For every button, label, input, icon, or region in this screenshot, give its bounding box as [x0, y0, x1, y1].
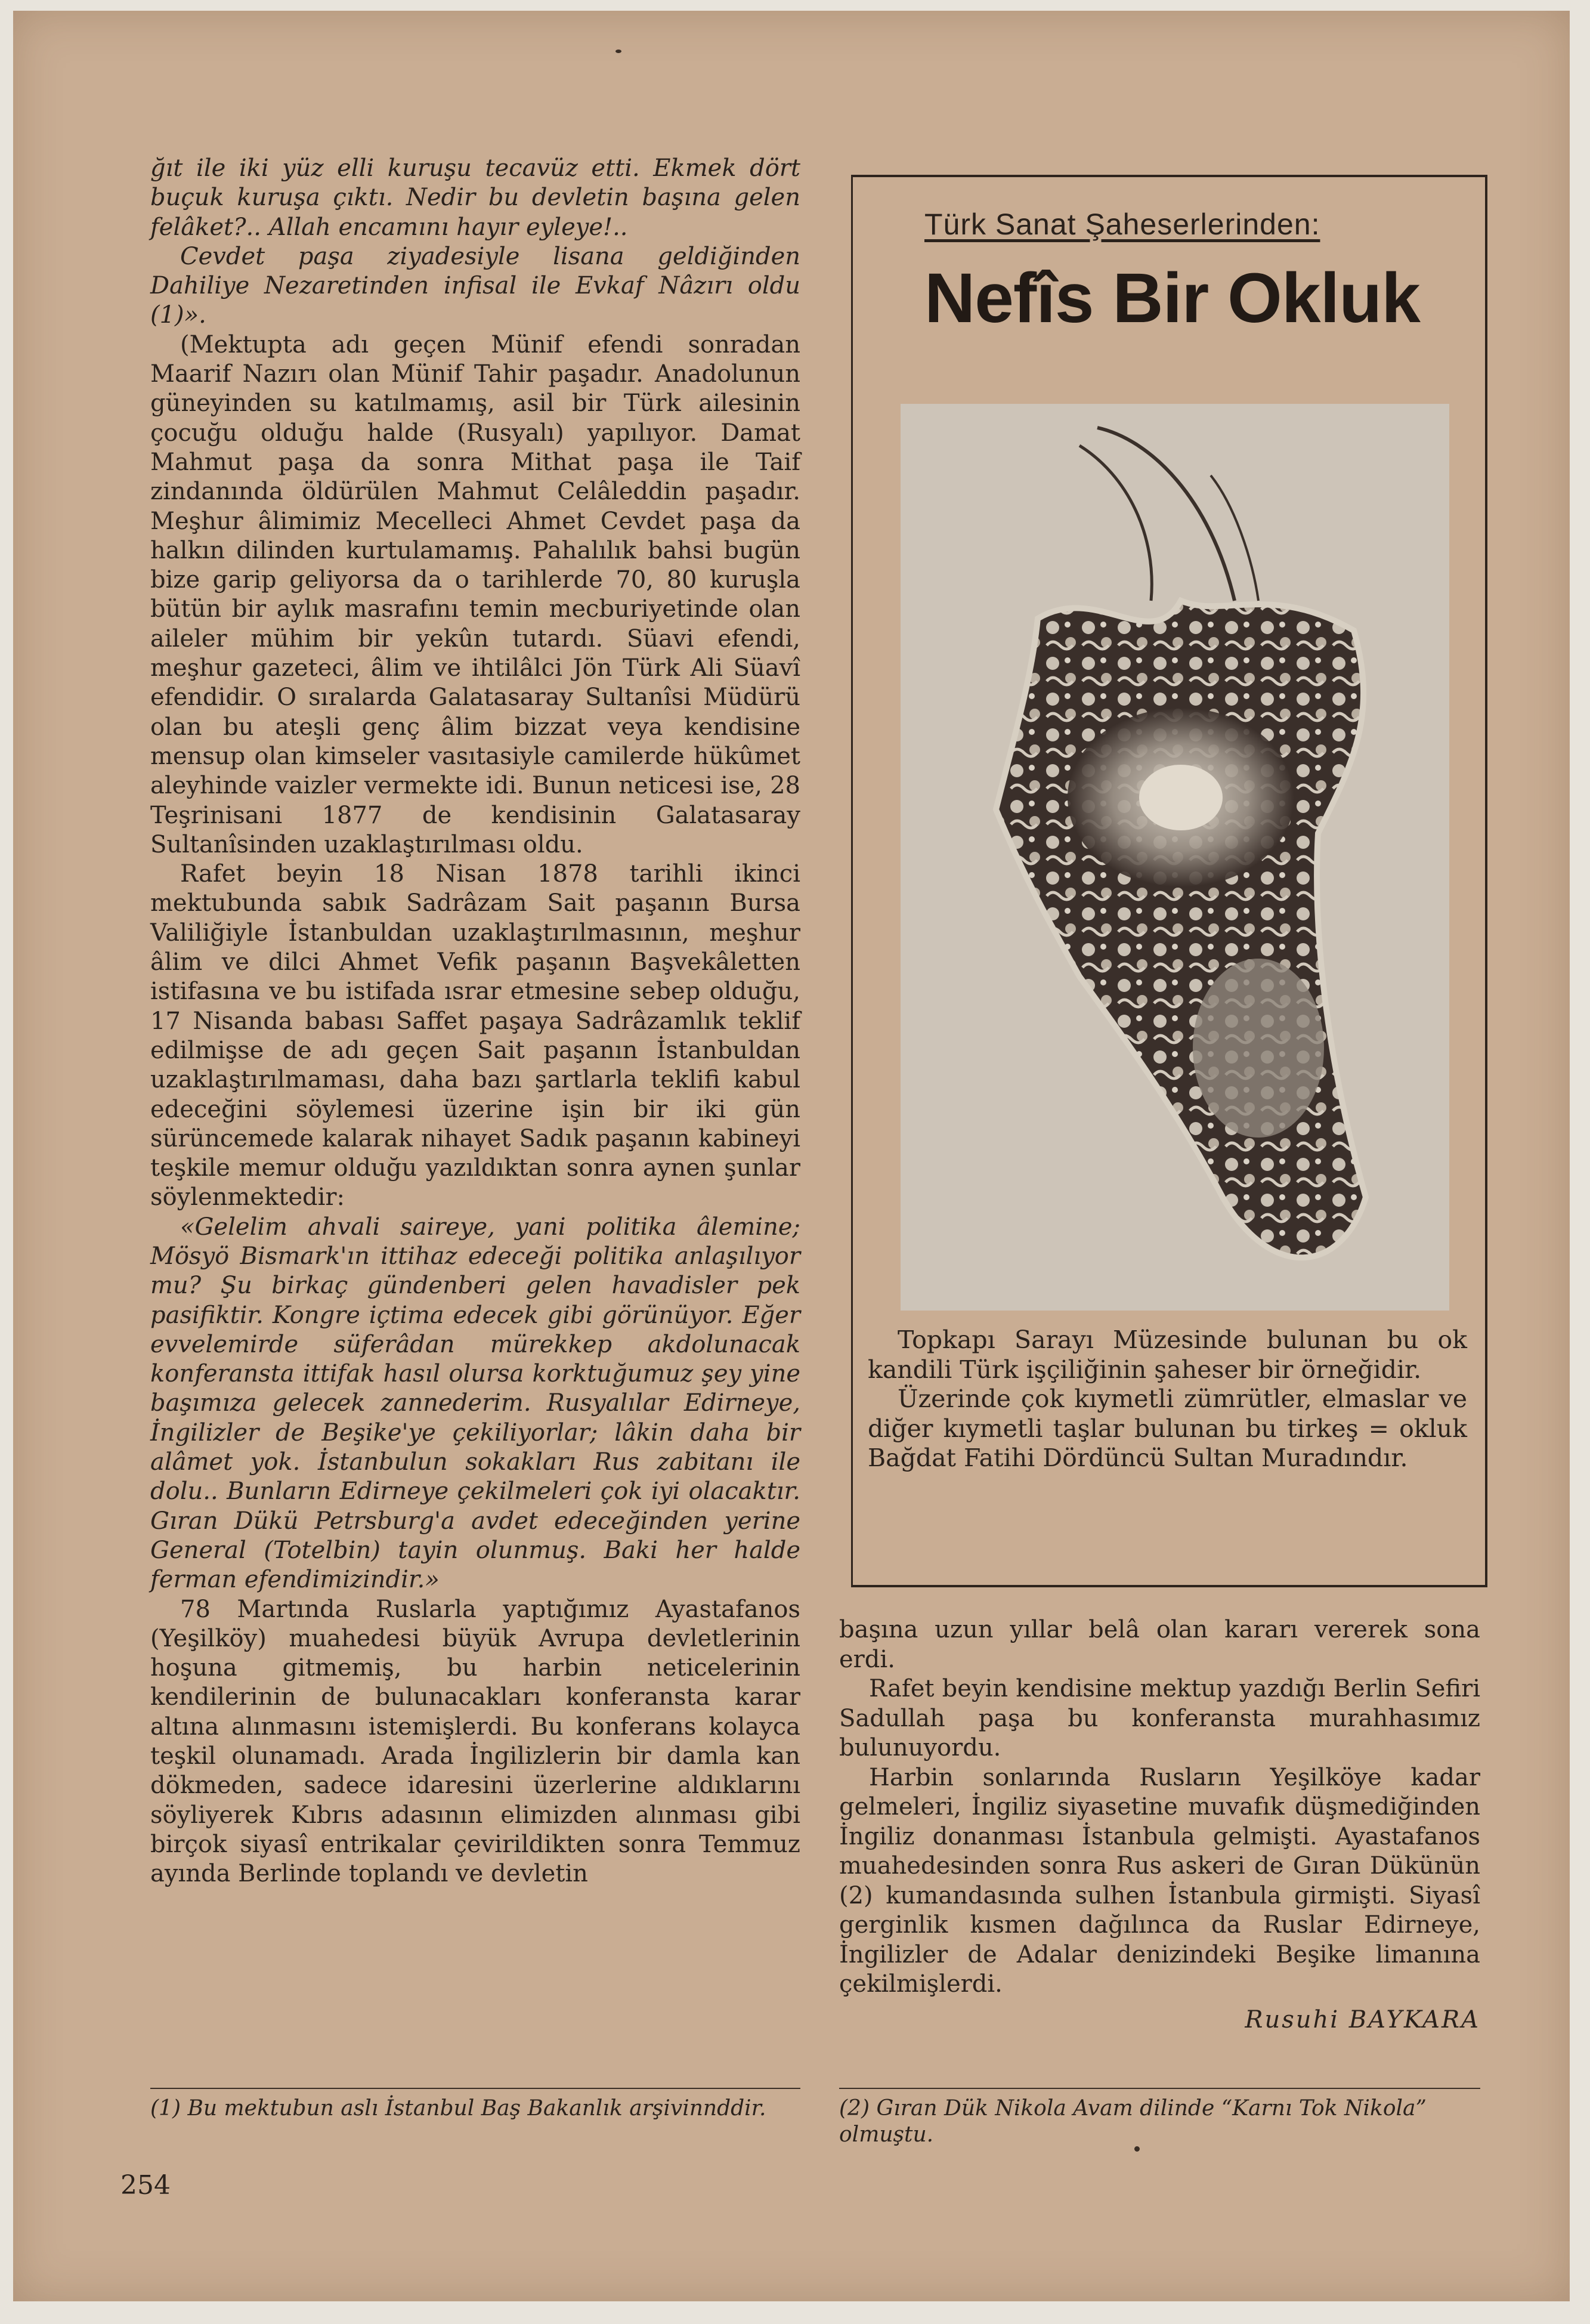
- author-signature: Rusuhi BAYKARA: [1245, 2005, 1480, 2034]
- left-paragraph-6: 78 Martında Ruslarla yaptığımız Ayastafanos (Yeşilköy) muahedesi büyük Avrupa devletlerinin hoşuna gitmemiş, bu harbin neticelerinin kendilerinin de bulunacakları konferansta karar altına alınmasını istemişlerdi. Bu konferans kolayca teşkil olunamadı. Arada İngilizlerin bir damla kan dökmeden, sadece idaresini üzerlerine aldıklarını söyliyerek Kıbrıs adasının elimizden alınması gibi birçok siyasî entrikalar çevirildikten sonra Temmuz ayında Berlinde toplandı ve devletin: [150, 1595, 800, 1888]
- right-paragraph-1: başına uzun yıllar belâ olan kararı vererek sona erdi.: [839, 1616, 1480, 1673]
- caption-paragraph-2: Üzerinde çok kıymetli zümrütler, elmaslar ve diğer kıymetli taşlar bulunan bu tirkeş = okluk Bağdat Fatihi Dördüncü Sultan Muradındır.: [868, 1384, 1467, 1472]
- footnote-2: (2) Gıran Dük Nikola Avam dilinde “Karnı Tok Nikola” olmuştu.: [839, 2096, 1427, 2147]
- paper-speck: [615, 50, 621, 53]
- left-paragraph-1: ğıt ile iki yüz elli kuruşu tecavüz etti. Ekmek dört buçuk kuruşa çıktı. Nedir bu devletin başına gelen felâket?.. Allah encamını hayır eyleye!..: [150, 154, 800, 241]
- paper-speck: [1134, 2146, 1140, 2152]
- footnote-rule-right: [839, 2088, 1480, 2089]
- left-paragraph-3: (Mektupta adı geçen Münif efendi sonradan Maarif Nazırı olan Münif Tahir paşadır. Anadolunun güneyinden su katılmamış, asil bir Türk ailesinin çocuğu olduğu halde (Rusyalı) yapılıyor. Damat Mahmut paşa da sonra Mithat paşa ile Taif zindanında öldürülen Mahmut Celâleddin paşadır. Meşhur âlimimiz Mecelleci Ahmet Cevdet paşa da halkın dilinden kurtulamamış. Pahalılık bahsi bugün bize garip geliyorsa da o tarihlerde 70, 80 kuruşla bütün bir aylık masrafını temin mecburiyetinde olan aileler mühim bir yekûn tutardı. Süavi efendi, meşhur gazeteci, âlim ve ihtilâlci Jön Türk Ali Süavî efendidir. O sıralarda Galatasaray Sultanîsi Müdürü olan bu ateşli genç âlim bizzat veya kendisine mensup olan kimseler vasıtasiyle camilerde hükûmet aleyhinde vaizler vermekte idi. Bunun neticesi ise, 28 Teşrinisani 1877 de kendisinin Galatasaray Sultanîsinden uzaklaştırılması oldu.: [150, 330, 800, 858]
- right-column: [839, 1615, 1480, 2035]
- quiver-photo: [901, 404, 1449, 1311]
- left-paragraph-4: Rafet beyin 18 Nisan 1878 tarihli ikinci mektubunda sabık Sadrâzam Sait paşanın Bursa Valiliğiyle İstanbuldan uzaklaştırılmasının, meşhur âlim ve dilci Ahmet Vefik paşanın Başvekâletten istifasına ve bu istifada ısrar etmesine sebep olduğu, 17 Nisanda babası Saffet paşaya Sadrâzamlık teklif edilmişse de adı geçen Sait paşanın İstanbuldan uzaklaştırılmaması, daha bazı şartlarla teklifi kabul edeceğini söylemesi üzerine işin bir iki gün sürüncemede kalarak nihayet Sadık paşanın kabineyi teşkile memur olduğu yazıldıktan sonra aynen şunlar söylenmektedir:: [150, 860, 800, 1212]
- box-title: Nefîs Bir Okluk: [924, 259, 1420, 338]
- left-paragraph-quote: «Gelelim ahvali saireye, yani politika âlemine; Mösyö Bismark'ın ittihaz edeceği politika anlaşılıyor mu? Şu birkaç gündenberi gelen havadisler pek pasifiktir. Kongre içtima edecek gibi görünüyor. Eğer evvelemirde süferâdan mürekkep akdolunacak konferansta ittifak hasıl olursa korktuğumuz şey yine başımıza gelecek zannederim. Rusyalılar Edirneye, İngilizler de Beşike'ye çekiliyorlar; lâkin daha bir alâmet yok. İstanbulun sokakları Rus zabitanı ile dolu.. Bunların Edirneye çekilmeleri çok iyi olacaktır. Gıran Dükü Petrsburg'a avdet edeceğinden yerine General (Totelbin) tayin olunmuş. Baki her halde ferman efendimizindir.»: [150, 1213, 800, 1594]
- right-paragraph-2: Rafet beyin kendisine mektup yazdığı Berlin Sefiri Sadullah paşa bu konferansta murahhasımız bulunuyordu.: [839, 1675, 1480, 1761]
- page-number: 254: [120, 2170, 171, 2201]
- footnote-rule-left: [150, 2088, 800, 2089]
- footnote-1: (1) Bu mektubun aslı İstanbul Baş Bakanlık arşivinnddir.: [150, 2096, 766, 2121]
- caption-paragraph-1: Topkapı Sarayı Müzesinde bulunan bu ok kandili Türk işçiliğinin şaheser bir örneğidir.: [868, 1325, 1467, 1384]
- feature-box: [851, 175, 1487, 1587]
- right-paragraph-3: Harbin sonlarında Rusların Yeşilköye kadar gelmeleri, İngiliz siyasetine muvafık düşmediğinden İngiliz donanması İstanbula gelmişti. Ayastafanos muahedesinden sonra Rus askeri de Gıran Dükünün (2) kumandasında sulhen İstanbula girmişti. Siyasî gerginlik kısmen dağılınca da Ruslar Edirneye, İngilizler de Adalar denizindeki Beşike limanına çekilmişlerdi.: [839, 1763, 1480, 1998]
- quiver-illustration: [901, 404, 1449, 1311]
- left-paragraph-2: Cevdet paşa ziyadesiyle lisana geldiğinden Dahiliye Nezaretinden infisal ile Evkaf Nâzırı oldu (1)».: [150, 242, 800, 329]
- box-kicker: Türk Sanat Şaheserlerinden:: [924, 208, 1320, 241]
- newspaper-page: [13, 11, 1570, 2301]
- left-column: [150, 154, 800, 1889]
- photo-caption: [868, 1325, 1467, 1473]
